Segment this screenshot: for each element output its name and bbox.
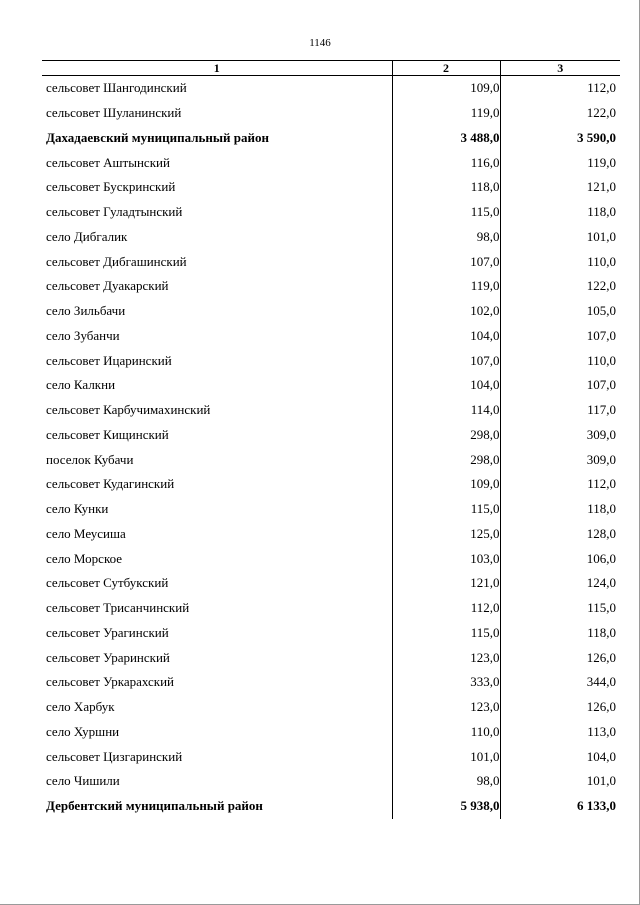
- row-value-col3-cell: 121,0: [586, 179, 616, 195]
- row-value-col2-cell: 98,0: [392, 769, 500, 794]
- row-value-col3-cell: 118,0: [587, 204, 616, 220]
- row-name-cell: сельсовет Бускринский: [46, 179, 176, 195]
- table-row: [42, 299, 620, 324]
- row-name-cell: село Зубанчи: [46, 327, 120, 343]
- column-header-3: 3: [500, 61, 620, 76]
- column-header-2: 2: [392, 61, 500, 76]
- row-name-cell: село Морское: [46, 550, 123, 566]
- row-value-col2-cell: 115,0: [392, 200, 500, 225]
- column-header-1: 1: [42, 61, 392, 76]
- row-value-col3-cell: 309,0: [586, 451, 616, 467]
- row-name-cell: село Дибгалик: [46, 228, 128, 244]
- row-value-col3-cell: 107,0: [586, 377, 616, 393]
- row-value-col3-cell: 119,0: [587, 154, 616, 170]
- row-name-cell: село Хуршни: [46, 723, 120, 739]
- row-value-col3-cell: 6 133,0: [577, 798, 616, 814]
- table-row: [42, 571, 620, 596]
- row-value-col3-cell: 118,0: [587, 501, 616, 517]
- table-row: [42, 324, 620, 349]
- row-value-col2-cell: 112,0: [392, 596, 500, 621]
- row-value-col3-cell: 122,0: [586, 105, 616, 121]
- table-row: [42, 225, 620, 250]
- row-value-col2-cell: 115,0: [392, 497, 500, 522]
- data-table: [42, 60, 620, 819]
- row-value-col3-cell: 3 590,0: [577, 129, 616, 145]
- row-value-col2-cell: 5 938,0: [392, 794, 500, 819]
- row-name-cell: Дербентский муниципальный район: [46, 798, 263, 814]
- table-row: [42, 522, 620, 547]
- table-row: [42, 373, 620, 398]
- row-name-cell: Дахадаевский муниципальный район: [46, 129, 269, 145]
- table-row: [42, 720, 620, 745]
- table-row: [42, 76, 620, 101]
- row-name-cell: сельсовет Дибгашинский: [46, 253, 187, 269]
- row-value-col3-cell: 101,0: [586, 773, 616, 789]
- row-value-col2-cell: 333,0: [392, 670, 500, 695]
- row-name-cell: село Зильбачи: [46, 303, 126, 319]
- row-value-col2-cell: 102,0: [392, 299, 500, 324]
- row-value-col2-cell: 104,0: [392, 373, 500, 398]
- row-name-cell: сельсовет Дуакарский: [46, 278, 169, 294]
- row-name-cell: сельсовет Шуланинский: [46, 105, 182, 121]
- row-name-cell: село Чишили: [46, 773, 120, 789]
- row-value-col3-cell: 115,0: [587, 600, 616, 616]
- table-row: [42, 423, 620, 448]
- table-row: [42, 596, 620, 621]
- table-body: [42, 76, 620, 819]
- row-name-cell: село Калкни: [46, 377, 116, 393]
- row-name-cell: сельсовет Урагинский: [46, 624, 169, 640]
- row-value-col2-cell: 103,0: [392, 546, 500, 571]
- row-value-col3-cell: 105,0: [586, 303, 616, 319]
- row-value-col3-cell: 117,0: [587, 402, 616, 418]
- row-value-col3-cell: 118,0: [587, 624, 616, 640]
- table-header-row: [42, 61, 620, 76]
- row-value-col3-cell: 110,0: [587, 352, 616, 368]
- table-row: [42, 670, 620, 695]
- row-value-col2-cell: 121,0: [392, 571, 500, 596]
- row-value-col3-cell: 112,0: [587, 476, 616, 492]
- row-name-cell: село Меусиша: [46, 525, 126, 541]
- row-name-cell: сельсовет Гуладтынский: [46, 204, 183, 220]
- row-value-col2-cell: 101,0: [392, 744, 500, 769]
- row-value-col2-cell: 107,0: [392, 249, 500, 274]
- table-row: [42, 744, 620, 769]
- row-value-col3-cell: 110,0: [587, 253, 616, 269]
- row-name-cell: село Кунки: [46, 501, 109, 517]
- table-row: [42, 200, 620, 225]
- row-value-col2-cell: 123,0: [392, 645, 500, 670]
- table-row: [42, 150, 620, 175]
- table-row: [42, 274, 620, 299]
- table-row: [42, 695, 620, 720]
- row-name-cell: сельсовет Кудагинский: [46, 476, 175, 492]
- row-value-col3-cell: 112,0: [587, 80, 616, 96]
- row-value-col2-cell: 109,0: [392, 76, 500, 101]
- table-row: [42, 769, 620, 794]
- row-value-col2-cell: 123,0: [392, 695, 500, 720]
- table-row: [42, 348, 620, 373]
- row-name-cell: сельсовет Кищинский: [46, 426, 169, 442]
- row-value-col3-cell: 128,0: [586, 525, 616, 541]
- row-value-col3-cell: 113,0: [587, 723, 616, 739]
- row-value-col2-cell: 125,0: [392, 522, 500, 547]
- table-row: [42, 101, 620, 126]
- table-row: [42, 546, 620, 571]
- row-value-col2-cell: 119,0: [392, 101, 500, 126]
- row-name-cell: сельсовет Шангодинский: [46, 80, 187, 96]
- row-value-col2-cell: 298,0: [392, 423, 500, 448]
- table-row: [42, 398, 620, 423]
- row-value-col2-cell: 98,0: [392, 225, 500, 250]
- row-name-cell: сельсовет Цизгаринский: [46, 748, 183, 764]
- row-name-cell: сельсовет Ураринский: [46, 649, 170, 665]
- row-value-col3-cell: 122,0: [586, 278, 616, 294]
- row-value-col3-cell: 101,0: [586, 228, 616, 244]
- row-value-col2-cell: 115,0: [392, 621, 500, 646]
- table-row: [42, 621, 620, 646]
- row-value-col2-cell: 109,0: [392, 472, 500, 497]
- row-value-col3-cell: 344,0: [586, 674, 616, 690]
- row-name-cell: село Харбук: [46, 699, 115, 715]
- row-value-col3-cell: 107,0: [586, 327, 616, 343]
- row-value-col2-cell: 110,0: [392, 720, 500, 745]
- row-value-col2-cell: 3 488,0: [392, 126, 500, 151]
- row-value-col2-cell: 118,0: [392, 175, 500, 200]
- table-row: [42, 645, 620, 670]
- row-name-cell: сельсовет Аштынский: [46, 154, 170, 170]
- row-name-cell: сельсовет Карбучимахинский: [46, 402, 211, 418]
- row-value-col3-cell: 126,0: [586, 699, 616, 715]
- row-value-col2-cell: 104,0: [392, 324, 500, 349]
- row-value-col3-cell: 124,0: [586, 575, 616, 591]
- row-value-col3-cell: 104,0: [586, 748, 616, 764]
- table-row: [42, 249, 620, 274]
- row-value-col2-cell: 116,0: [392, 150, 500, 175]
- row-value-col2-cell: 114,0: [392, 398, 500, 423]
- row-value-col2-cell: 119,0: [392, 274, 500, 299]
- row-value-col3-cell: 126,0: [586, 649, 616, 665]
- row-name-cell: сельсовет Сутбукский: [46, 575, 169, 591]
- row-name-cell: сельсовет Уркарахский: [46, 674, 174, 690]
- table-row: [42, 447, 620, 472]
- row-name-cell: сельсовет Ицаринский: [46, 352, 172, 368]
- table-row: [42, 472, 620, 497]
- table-row: [42, 175, 620, 200]
- row-name-cell: поселок Кубачи: [46, 451, 134, 467]
- row-name-cell: сельсовет Трисанчинский: [46, 600, 190, 616]
- row-value-col3-cell: 309,0: [586, 426, 616, 442]
- page-number: 1146: [309, 37, 331, 49]
- row-value-col2-cell: 298,0: [392, 447, 500, 472]
- table-row: [42, 497, 620, 522]
- row-value-col2-cell: 107,0: [392, 348, 500, 373]
- table-row-district-total: [42, 794, 620, 819]
- row-value-col3-cell: 106,0: [586, 550, 616, 566]
- table-row-district-total: [42, 126, 620, 151]
